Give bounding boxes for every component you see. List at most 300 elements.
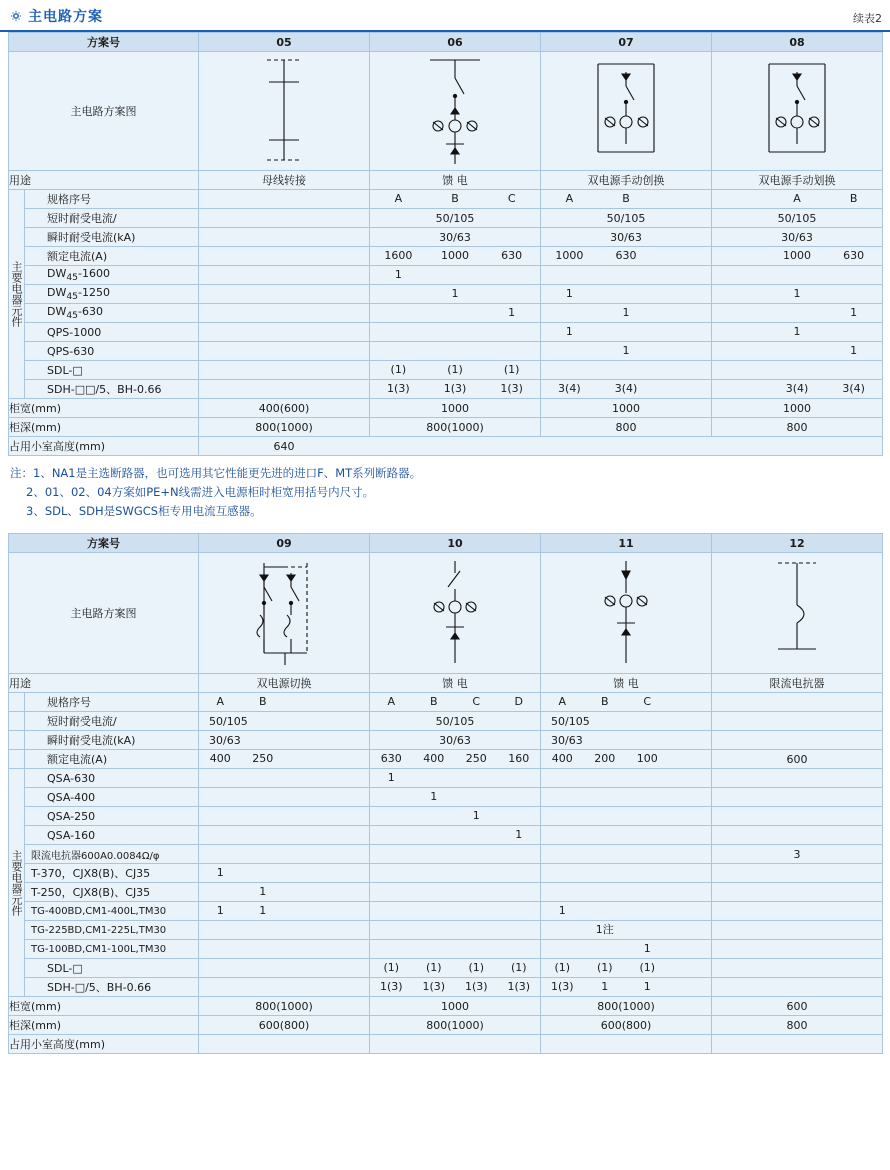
v: B [258, 695, 267, 708]
depth-08: 800 [712, 418, 883, 437]
t2-row11-c1 [370, 902, 541, 921]
t2-row9-c3 [712, 864, 883, 883]
v [427, 323, 484, 341]
row9-c2 [541, 361, 712, 380]
v: (1) [510, 961, 527, 974]
row5-c2 [541, 285, 712, 304]
v: 1 [472, 809, 480, 822]
v: 1 [601, 980, 609, 993]
use-11: 馈 电 [541, 674, 712, 693]
v [483, 342, 540, 360]
v: 1 [387, 771, 395, 784]
t2-row6-c2 [541, 807, 712, 826]
use-06: 馈 电 [370, 171, 541, 190]
table-row-width [9, 997, 883, 1016]
row7-c0 [199, 323, 370, 342]
t2-row14-c2 [541, 959, 712, 978]
width-05: 400(600) [199, 399, 370, 418]
t2-row5-c3 [712, 788, 883, 807]
v: 1 [508, 306, 516, 319]
v: 1 [216, 866, 224, 879]
t2-row-label-4: QSA-630 [25, 769, 199, 788]
t2-row-label-8: 限流电抗器600A0.0084Ω/φ [25, 845, 199, 864]
page-title: 主电路方案 [28, 9, 103, 25]
row3-c0 [199, 247, 370, 266]
t2-row3-c2 [541, 750, 712, 769]
v [769, 266, 826, 284]
t2-row-label-11: TG-400BD,CM1-400L,TM30 [25, 902, 199, 921]
note-line-2: 2、01、02、04方案如PE+N线需进入电源柜时柜宽用括号内尺寸。 [26, 485, 375, 499]
v: 1 [622, 306, 630, 319]
v [413, 807, 456, 825]
main-components-vertical-label: 主要电器元件 [9, 190, 25, 399]
v [825, 323, 882, 341]
v [598, 361, 655, 379]
v [370, 807, 413, 825]
t2-row4-c3 [712, 769, 883, 788]
width-07: 1000 [541, 399, 712, 418]
v: 3(4) [558, 382, 581, 395]
row6-c2 [541, 304, 712, 323]
t2-row11-c3 [712, 902, 883, 921]
t2-row0-c3 [712, 693, 883, 712]
v [825, 361, 882, 379]
cell-height-10 [370, 1035, 541, 1054]
t2-row11-c0 [199, 902, 370, 921]
v: A [387, 695, 396, 708]
row1-c2: 50/105 [541, 209, 712, 228]
row9-c0 [199, 361, 370, 380]
t2-row6-c1 [370, 807, 541, 826]
row-label-2: 瞬时耐受电流(kA) [25, 228, 199, 247]
v [498, 769, 541, 787]
v: B [451, 192, 459, 205]
v [370, 788, 413, 806]
t2-row-label-15: SDH-□/5、BH-0.66 [25, 978, 199, 997]
v: 1600 [384, 249, 413, 262]
t2-row10-c1 [370, 883, 541, 902]
v: 3(4) [614, 382, 638, 395]
v: 1(3) [443, 382, 467, 395]
v [370, 342, 427, 360]
t2-row15-c0 [199, 978, 370, 997]
v: C [507, 192, 516, 205]
t2-row13-c1 [370, 940, 541, 959]
cell-height-label-2: 占用小室高度(mm) [9, 1035, 199, 1054]
width-10: 1000 [370, 997, 541, 1016]
row2-c3: 30/63 [712, 228, 883, 247]
v: 400 [423, 752, 445, 765]
t2-row-label-12: TG-225BD,CM1-225L,TM30 [25, 921, 199, 940]
table-row [9, 266, 883, 285]
table-row-cell-height [9, 1035, 883, 1054]
table-row [9, 807, 883, 826]
t2-row13-c0 [199, 940, 370, 959]
t2-row1-c3 [712, 712, 883, 731]
diagram-row-label: 主电路方案图 [9, 52, 199, 171]
v [541, 361, 598, 379]
row5-c3 [712, 285, 883, 304]
table-row [9, 883, 883, 902]
t2-row-label-9: T-370，CJX8(B)、CJ35 [25, 864, 199, 883]
row4-c1 [370, 266, 541, 285]
v: 1 [793, 325, 801, 338]
use-row-label: 用途 [9, 171, 199, 190]
table-row [9, 361, 883, 380]
table-row-width [9, 399, 883, 418]
table-row [9, 921, 883, 940]
v [483, 285, 540, 303]
v: (1) [447, 363, 463, 376]
v [769, 342, 826, 360]
depth-07: 800 [541, 418, 712, 437]
t2-row8-c0 [199, 845, 370, 864]
table-row-scheme-no [9, 33, 883, 52]
v: B [849, 192, 858, 205]
v: 1 [451, 287, 459, 300]
diagram-06 [370, 52, 541, 171]
v: (1) [383, 961, 400, 974]
depth-09: 600(800) [199, 1016, 370, 1035]
v: 1000 [783, 249, 811, 262]
v [598, 285, 655, 303]
width-06: 1000 [370, 399, 541, 418]
continued-label: 续表2 [853, 12, 882, 25]
t2-row3-c0 [199, 750, 370, 769]
document-header [0, 0, 890, 32]
t2-row9-c0 [199, 864, 370, 883]
diagram-10 [370, 553, 541, 674]
cell-height-label: 占用小室高度(mm) [9, 437, 199, 456]
table-row [9, 750, 883, 769]
v: A [793, 192, 801, 205]
t2-vlabel-pad1 [9, 712, 25, 731]
v: 1 [565, 287, 573, 300]
row-label-0: 规格序号 [25, 190, 199, 209]
t2-row0-c1 [370, 693, 541, 712]
cell-height-number: 640 [273, 439, 295, 453]
v: 1(3) [550, 980, 574, 993]
row0-c3 [712, 190, 883, 209]
v [455, 826, 498, 844]
row4-c3 [712, 266, 883, 285]
v: 1(3) [387, 382, 410, 395]
v [498, 807, 541, 825]
cell-height-12 [712, 1035, 883, 1054]
v: 1 [216, 904, 224, 917]
row8-c3 [712, 342, 883, 361]
table-row [9, 693, 883, 712]
v [825, 285, 882, 303]
v [199, 769, 242, 787]
scheme-no-12: 12 [712, 534, 883, 553]
v: B [622, 192, 630, 205]
v: 1(3) [507, 980, 531, 993]
row2-c0 [199, 228, 370, 247]
v: 1 [259, 885, 267, 898]
note-line-3: 3、SDL、SDH是SWGCS柜专用电流互感器。 [26, 504, 262, 518]
t2-row14-c1 [370, 959, 541, 978]
t2-row6-c0 [199, 807, 370, 826]
diagram-09 [199, 553, 370, 674]
t2-row4-c1 [370, 769, 541, 788]
v [626, 902, 669, 920]
row-label-8: QPS-630 [25, 342, 199, 361]
t2-row5-c2 [541, 788, 712, 807]
depth-11: 600(800) [541, 1016, 712, 1035]
row6-c0 [199, 304, 370, 323]
v: 250 [252, 752, 274, 765]
table-row [9, 209, 883, 228]
row6-c1 [370, 304, 541, 323]
scheme-no-05: 05 [199, 33, 370, 52]
t2-row8-c3: 3 [712, 845, 883, 864]
v: 1 [558, 904, 566, 917]
table-row-use [9, 171, 883, 190]
v [541, 266, 598, 284]
v: 630 [501, 249, 523, 262]
v: 30/63 [209, 733, 241, 747]
use-05: 母线转接 [199, 171, 370, 190]
v: 100 [636, 752, 658, 765]
row8-c2 [541, 342, 712, 361]
table-row [9, 959, 883, 978]
v: 1 [394, 268, 402, 281]
t2-row5-c0 [199, 788, 370, 807]
v: (1) [596, 961, 613, 974]
row-label-7: QPS-1000 [25, 323, 199, 342]
t2-row-label-3: 额定电流(A) [25, 750, 199, 769]
row9-c1 [370, 361, 541, 380]
t2-row8-c2 [541, 845, 712, 864]
v [541, 304, 598, 322]
v: C [472, 695, 481, 708]
gear-icon [10, 10, 22, 22]
v [598, 323, 655, 341]
v [370, 826, 413, 844]
v: 3(4) [785, 382, 809, 395]
v: 1(3) [464, 980, 488, 993]
depth-label: 柜深(mm) [9, 418, 199, 437]
scheme-no-11: 11 [541, 534, 712, 553]
t2-row-label-10: T-250，CJX8(B)、CJ35 [25, 883, 199, 902]
note-line-1: 注：1、NA1是主选断路器，也可选用其它性能更先进的进口F、MT系列断路器。 [10, 466, 422, 480]
v: 1 [850, 306, 858, 319]
v [541, 342, 598, 360]
row10-c3 [712, 380, 883, 399]
row1-c3: 50/105 [712, 209, 883, 228]
row2-c2: 30/63 [541, 228, 712, 247]
v: A [565, 192, 574, 205]
table-row [9, 940, 883, 959]
v: 630 [615, 249, 637, 262]
scheme-no-08: 08 [712, 33, 883, 52]
v: 3(4) [842, 382, 865, 395]
v: (1) [425, 961, 442, 974]
row9-c3 [712, 361, 883, 380]
v: A [216, 695, 225, 708]
v: B [600, 695, 609, 708]
v: 160 [508, 752, 530, 765]
scheme-table-2 [8, 533, 883, 1054]
v: 1 [565, 325, 573, 338]
cell-height-11 [541, 1035, 712, 1054]
t2-row15-c1 [370, 978, 541, 997]
t2-row8-c1 [370, 845, 541, 864]
v [427, 304, 484, 322]
t2-row14-c0 [199, 959, 370, 978]
t2-row9-c2 [541, 864, 712, 883]
table-row-cell-height [9, 437, 883, 456]
v: 1 [850, 344, 858, 357]
scheme-table-1 [8, 32, 883, 456]
v [413, 769, 456, 787]
row-label-6: $DW_{45}-630$ [25, 304, 199, 323]
t2-row1-c1: 50/105 [370, 712, 541, 731]
row2-c1: 30/63 [370, 228, 541, 247]
v [242, 769, 285, 787]
t2-row3-c1 [370, 750, 541, 769]
table-row [9, 342, 883, 361]
table-row [9, 190, 883, 209]
v [483, 323, 540, 341]
t2-row12-c0 [199, 921, 370, 940]
diagram-08 [712, 52, 883, 171]
t2-row12-c3 [712, 921, 883, 940]
v [370, 323, 427, 341]
diagram-12 [712, 553, 883, 674]
t2-row2-c2 [541, 731, 712, 750]
scheme-no-07: 07 [541, 33, 712, 52]
row1-c1: 50/105 [370, 209, 541, 228]
row4-c0 [199, 266, 370, 285]
width-label: 柜宽(mm) [9, 399, 199, 418]
v: A [558, 695, 567, 708]
v: 1000 [441, 249, 469, 262]
table-row [9, 380, 883, 399]
row10-c2 [541, 380, 712, 399]
t2-row13-c2 [541, 940, 712, 959]
row3-c2 [541, 247, 712, 266]
v: (1) [468, 961, 485, 974]
v: 400 [551, 752, 573, 765]
row8-c0 [199, 342, 370, 361]
diagram-11 [541, 553, 712, 674]
v [242, 864, 285, 882]
depth-05: 800(1000) [199, 418, 370, 437]
t2-row-label-1: 短时耐受电流/ [25, 712, 199, 731]
v: 1 [622, 344, 630, 357]
t2-row3-c3: 600 [712, 750, 883, 769]
v: 1 [643, 980, 651, 993]
row0-c0 [199, 190, 370, 209]
use-10: 馈 电 [370, 674, 541, 693]
table-row-use [9, 674, 883, 693]
row10-c1 [370, 380, 541, 399]
v: 1 [430, 790, 438, 803]
table-row-scheme-no [9, 534, 883, 553]
use-09: 双电源切换 [199, 674, 370, 693]
main-components-vertical-label-2: 主要电器元件 [9, 769, 25, 997]
t2-row2-c0 [199, 731, 370, 750]
table-row-depth [9, 1016, 883, 1035]
table-row [9, 826, 883, 845]
width-label-2: 柜宽(mm) [9, 997, 199, 1016]
row3-c3 [712, 247, 883, 266]
row5-c1 [370, 285, 541, 304]
t2-row10-c3 [712, 883, 883, 902]
t2-row-label-5: QSA-400 [25, 788, 199, 807]
t2-row10-c0 [199, 883, 370, 902]
v [455, 769, 498, 787]
v: 400 [209, 752, 231, 765]
row-label-1: 短时耐受电流/ [25, 209, 199, 228]
row3-c1 [370, 247, 541, 266]
v [825, 266, 882, 284]
v [483, 266, 540, 284]
row0-c1 [370, 190, 541, 209]
t2-row1-c0: 50/105 [199, 712, 370, 731]
table-row [9, 731, 883, 750]
v [370, 285, 427, 303]
table-row [9, 247, 883, 266]
t2-vlabel-top [9, 693, 25, 712]
row-label-3: 额定电流(A) [25, 247, 199, 266]
v [598, 266, 655, 284]
depth-06: 800(1000) [370, 418, 541, 437]
scheme-no-label-2: 方案号 [9, 534, 199, 553]
t2-row15-c3 [712, 978, 883, 997]
t2-row-label-2: 瞬时耐受电流(kA) [25, 731, 199, 750]
row-label-10: SDH-□□/5、BH-0.66 [25, 380, 199, 399]
v: 1000 [555, 249, 584, 262]
row0-c2 [541, 190, 712, 209]
t2-row15-c2 [541, 978, 712, 997]
table-row [9, 712, 883, 731]
v [199, 883, 242, 901]
v: D [514, 695, 523, 708]
row-label-4: $DW_{45}-1600$ [25, 266, 199, 285]
t2-row4-c0 [199, 769, 370, 788]
diagram-07 [541, 52, 712, 171]
use-07: 双电源手动创换 [541, 171, 712, 190]
t2-vlabel-pad2 [9, 731, 25, 750]
t2-row7-c2 [541, 826, 712, 845]
t2-row-label-7: QSA-160 [25, 826, 199, 845]
row6-c3 [712, 304, 883, 323]
row1-c0 [199, 209, 370, 228]
v: 250 [465, 752, 487, 765]
v [413, 826, 456, 844]
v: (1) [639, 961, 656, 974]
scheme-no-label: 方案号 [9, 33, 199, 52]
v: (1) [503, 363, 520, 376]
t2-row0-c2 [541, 693, 712, 712]
table-row [9, 769, 883, 788]
t2-vlabel-pad3 [9, 750, 25, 769]
v: C [643, 695, 652, 708]
t2-row5-c1 [370, 788, 541, 807]
row4-c2 [541, 266, 712, 285]
v [584, 902, 627, 920]
row-label-5: $DW_{45}-1250$ [25, 285, 199, 304]
t2-row6-c3 [712, 807, 883, 826]
v: 1 [515, 828, 523, 841]
diagram-row-label-2: 主电路方案图 [9, 553, 199, 674]
table-row [9, 285, 883, 304]
t2-row12-c1 [370, 921, 541, 940]
v: 1(3) [422, 980, 446, 993]
